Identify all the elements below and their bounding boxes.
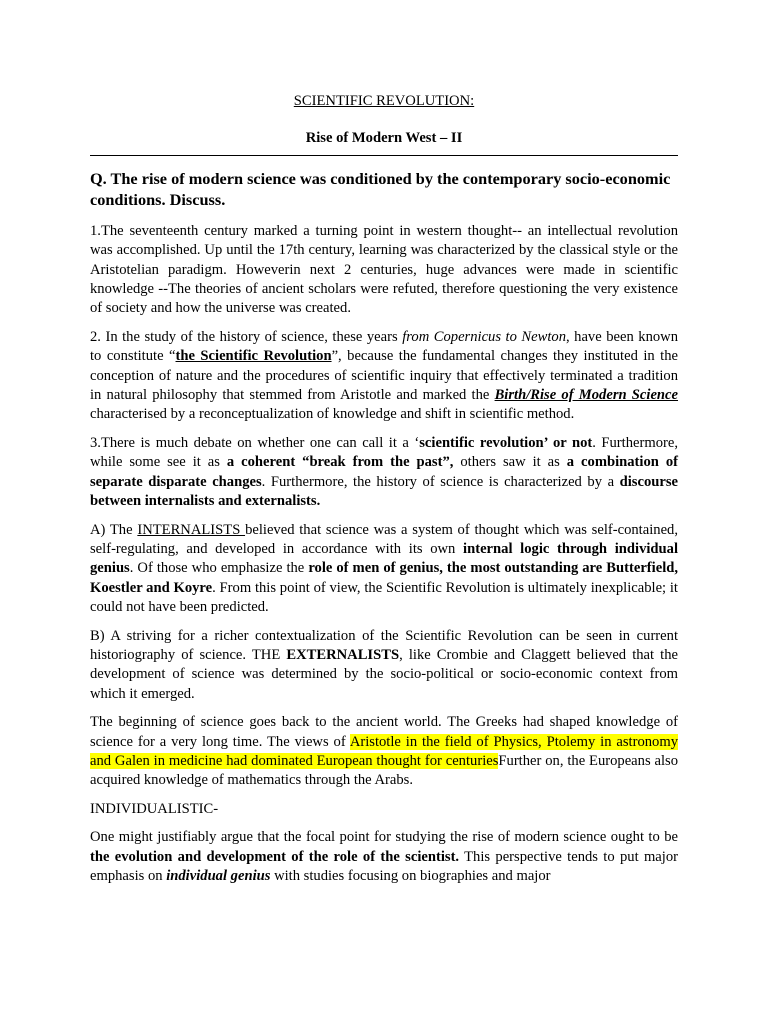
bold-text: role of men of genius, the most outstanding are Butterfield, Koestler and Koyre: [90, 560, 679, 596]
document-subtitle: Rise of Modern West – II: [305, 130, 463, 147]
text-run: 2. In the study of the history of science, these years: [90, 328, 403, 345]
bold-italic-text: individual genius: [166, 868, 271, 884]
text-run: with studies focusing on biographies and major: [270, 868, 551, 884]
highlighted-text: Aristotle in the field of Physics, Ptolemy in astronomy and Galen in medicine had dominated European thought for centuries: [90, 733, 679, 769]
bold-text: scientific revolution’ or not: [419, 434, 593, 451]
bold-text: discourse between internalists and externalists.: [90, 473, 678, 510]
document-body: [90, 92, 678, 895]
question-heading: Q. The rise of modern science was conditioned by the contemporary socio-economic conditions. Discuss.: [90, 168, 671, 209]
paragraph-3: [90, 434, 678, 512]
text-run: The beginning of science goes back to the ancient world. The Greeks had shaped knowledge of science for a very long time. The views of: [90, 714, 678, 750]
document-title: SCIENTIFIC REVOLUTION:: [293, 93, 475, 109]
text-run: characterised by a reconceptualization of knowledge and shift in scientific method.: [90, 406, 575, 423]
text-run: A) The: [90, 521, 138, 538]
bold-text: a coherent “break from the past”,: [226, 454, 454, 471]
paragraph-2: [90, 328, 678, 425]
text-run: Further on, the Europeans also acquired knowledge of mathematics through the Arabs.: [90, 752, 678, 789]
paragraph-5: [90, 828, 678, 886]
underlined-text: INTERNALISTS: [137, 521, 246, 538]
section-heading-individualistic: INDIVIDUALISTIC-: [90, 800, 219, 817]
text-run: , have been known to constitute “: [90, 328, 678, 365]
text-run: ”, because the fundamental changes they instituted in the conception of nature and the procedures of scientific inquiry that effectively terminated a tradition in natural philosophy that stemmed from Aristotle and marked the: [90, 348, 678, 404]
horizontal-rule: [90, 155, 678, 156]
bold-text: the evolution and development of the role of the scientist.: [90, 848, 460, 865]
italic-text: from Copernicus to Newton: [402, 328, 566, 345]
bold-text: internal logic through individual genius: [90, 540, 679, 577]
text-run: . From this point of view, the Scientific Revolution is ultimately inexplicable; it could not have been predicted.: [90, 579, 678, 616]
text-run: others saw it as: [453, 454, 567, 471]
text-run: B) A striving for a richer contextualization of the Scientific Revolution can be seen in current historiography of science. THE: [90, 627, 678, 663]
bold-italic-underlined-text: Birth/Rise of Modern Science: [494, 387, 679, 404]
text-run: . Of those who emphasize the: [129, 560, 309, 577]
paragraph-externalists: [90, 627, 678, 705]
bold-text: EXTERNALISTS: [286, 646, 400, 663]
bold-underlined-text: the Scientific Revolution: [175, 348, 332, 365]
paragraph-internalists: [90, 521, 678, 618]
paragraph-4: [90, 713, 678, 791]
text-run: believed that science was a system of thought which was self-contained, self-regulating, and developed in accordance with its own: [90, 521, 678, 557]
bold-text: a combination of separate disparate changes: [90, 454, 678, 490]
text-run: This perspective tends to put major emphasis on: [90, 848, 678, 884]
text-run: . Furthermore, while some see it as: [90, 434, 678, 471]
text-run: . Furthermore, the history of science is characterized by a: [261, 473, 620, 490]
text-run: 3.There is much debate on whether one can call it a ‘: [90, 434, 420, 451]
text-run: One might justifiably argue that the focal point for studying the rise of modern science ought to be: [90, 829, 678, 846]
text-run: , like Crombie and Claggett believed that the development of science was determined by the socio-political or socio-economic context from which it emerged.: [90, 646, 678, 702]
paragraph-1: 1.The seventeenth century marked a turning point in western thought-- an intellectual revolution was accomplished. Up until the 17th century, learning was characterized by the classical style or the Aristotelian paradigm. Howeverin next 2 centuries, huge advances were made in scientific knowledge --The theories of ancient scholars were refuted, therefore questioning the very existence of society and how the universe was created.: [90, 222, 678, 317]
